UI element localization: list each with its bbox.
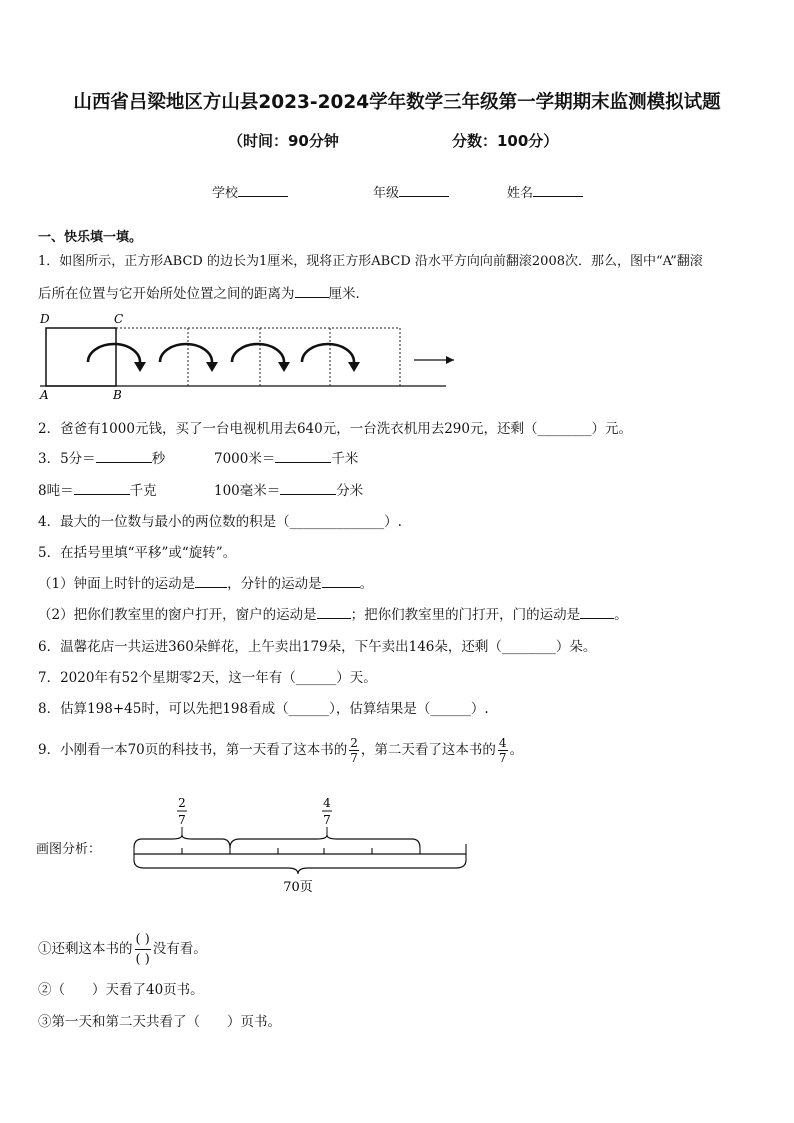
q5-2: （2）把你们教室里的窗户打开，窗户的运动是 ；把你们教室里的门打开，门的运动是 。 <box>38 607 628 623</box>
fraction-four-sevenths: $\frac{4}{7}$ <box>498 736 507 765</box>
q1-line2: 后所在位置与它开始所处位置之间的距离为 厘米． <box>38 286 369 302</box>
section-heading: 一、快乐填一填。 <box>38 230 143 245</box>
q3-km: 7000米＝ 千米 <box>214 451 359 467</box>
q9-1: ①还剩这本书的 $\frac{( )}{( )}$ 没有看。 <box>38 932 207 967</box>
blank-fraction: $\frac{( )}{( )}$ <box>135 932 150 967</box>
rolling-square-figure <box>34 310 454 402</box>
label-c: C <box>114 312 124 326</box>
label-b: B <box>113 388 122 402</box>
q8: 8．估算198+45时，可以先把198看成（______），估算结果是（______）. <box>38 701 489 717</box>
q9: 9．小刚看一本70页的科技书，第一天看了这本书的 $\frac{2}{7}$ ，第二天看了这本书的 $\frac{4}{7}$ 。 <box>38 736 524 765</box>
q9-2: ②（ ）天看了40页书。 <box>38 982 204 998</box>
diagram-frac2-den: 7 <box>323 813 331 827</box>
name-field: 姓名 <box>507 182 583 201</box>
q7: 7．2020年有52个星期零2天，这一年有（______）天。 <box>38 670 377 686</box>
fig9-label: 画图分析： <box>36 842 102 857</box>
q2: 2．爸爸有1000元钱，买了一台电视机用去640元，一台洗衣机用去290元，还剩（________）元。 <box>38 421 632 437</box>
label-a: A <box>40 388 49 402</box>
q9-3: ③第一天和第二天共看了（ ）页书。 <box>38 1014 281 1030</box>
q3-kg: 8吨＝ 千克 <box>38 483 157 499</box>
q1-line1: 1．如图所示，正方形ABCD 的边长为1厘米，现将正方形ABCD 沿水平方向向前翻滚2008次．那么，图中“A”翻滚 <box>38 254 703 269</box>
q4: 4．最大的一位数与最小的两位数的积是（______________）. <box>38 514 402 530</box>
q3-dm: 100毫米＝ 分米 <box>214 483 364 499</box>
q5-1: （1）钟面上时针的运动是 ，分针的运动是 。 <box>38 576 374 592</box>
segment-diagram <box>128 790 473 898</box>
fraction-two-sevenths: $\frac{2}{7}$ <box>350 736 358 765</box>
q6: 6．温馨花店一共运进360朵鲜花，上午卖出179朵，下午卖出146朵，还剩（________）朵。 <box>38 639 597 655</box>
diagram-frac1-den: 7 <box>178 813 186 827</box>
label-d: D <box>40 312 50 326</box>
score-info: 分数：100分） <box>452 132 559 150</box>
total-pages-label: 70页 <box>283 880 313 895</box>
school-field: 学校 <box>212 182 288 201</box>
grade-field: 年级 <box>373 182 449 201</box>
q5: 5．在括号里填“平移”或“旋转”。 <box>38 545 237 561</box>
exam-title: 山西省吕梁地区方山县2023-2024学年数学三年级第一学期期末监测模拟试题 <box>73 92 721 113</box>
diagram-frac1-num: 2 <box>178 796 186 810</box>
diagram-frac2-num: 4 <box>323 796 331 810</box>
time-info: （时间：90分钟 <box>228 132 339 150</box>
q3-seconds: 3．5分＝ 秒 <box>38 451 166 467</box>
